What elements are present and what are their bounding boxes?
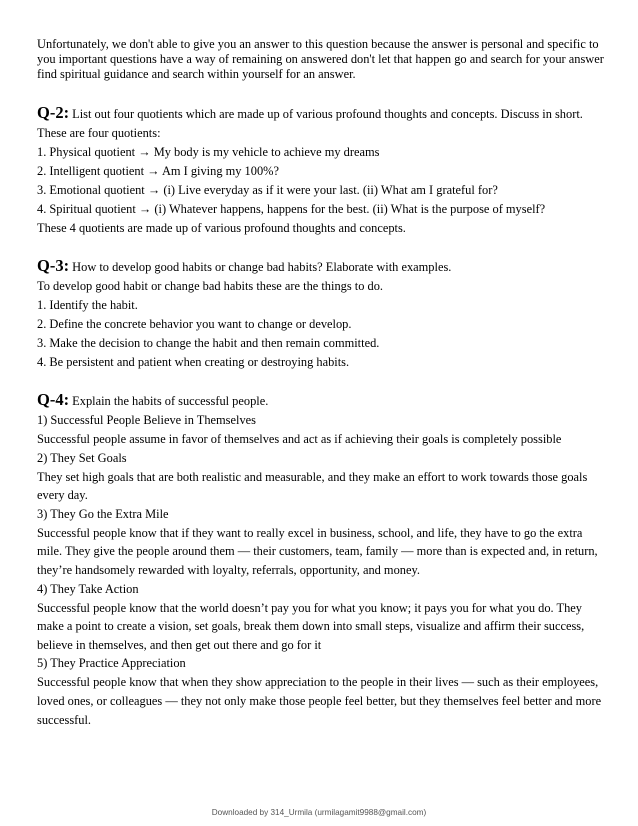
question-4-number: Q-4: bbox=[37, 390, 70, 409]
question-2-closing: These 4 quotients are made up of various profound thoughts and concepts. bbox=[37, 221, 406, 235]
question-2-text: List out four quotients which are made up of various profound thoughts and concepts. Discuss in short. bbox=[69, 107, 583, 121]
question-3-lead: To develop good habit or change bad habits these are the things to do. bbox=[37, 279, 383, 293]
quotient-item: 4. Spiritual quotient → (i) Whatever happens, happens for the best. (ii) What is the purpose of myself? bbox=[37, 202, 546, 216]
arrow-right-icon: → bbox=[147, 183, 161, 197]
question-2-section bbox=[37, 103, 605, 238]
question-2-heading bbox=[37, 103, 605, 124]
habit-step: 4. Be persistent and patient when creating or destroying habits. bbox=[37, 355, 350, 369]
quotient-item: 2. Intelligent quotient → Am I giving my 100%? bbox=[37, 164, 279, 178]
arrow-right-icon: → bbox=[147, 164, 160, 178]
habit-title: 3) They Go the Extra Mile bbox=[37, 506, 169, 521]
question-3-section bbox=[37, 256, 605, 372]
question-2-number: Q-2: bbox=[37, 103, 70, 122]
question-4-text: Explain the habits of successful people. bbox=[69, 394, 269, 408]
habit-description: Successful people know that if they want to really excel in business, school, and life, they have to go the extra mile. They give the people around them — their customers, team, family — more than is expected and, in return, they’re handsomely rewarded with loyalty, referrals, opportunity, and money. bbox=[37, 525, 598, 577]
question-4-section bbox=[37, 390, 605, 729]
quotient-item: 3. Emotional quotient → (i) Live everyday as if it were your last. (ii) What am I grateful for? bbox=[37, 183, 498, 197]
question-3-text: How to develop good habits or change bad habits? Elaborate with examples. bbox=[69, 260, 452, 274]
habit-step: 2. Define the concrete behavior you want to change or develop. bbox=[37, 317, 352, 331]
habit-description: Successful people assume in favor of themselves and act as if achieving their goals is completely possible bbox=[37, 432, 562, 446]
intro-paragraph: Unfortunately, we don't able to give you an answer to this question because the answer is personal and specific to you important questions have a way of remaining on answered don't let that happen go and search for your answer find spiritual guidance and search within yourself for an answer. bbox=[37, 37, 604, 81]
habit-description: Successful people know that when they show appreciation to the people in their lives — such as their employees, loved ones, or colleagues — they not only make those people feel better, but they themselves feel better and more successful. bbox=[37, 675, 602, 727]
document-page bbox=[37, 37, 605, 729]
habit-step: 3. Make the decision to change the habit and then remain committed. bbox=[37, 336, 380, 350]
habit-title: 1) Successful People Believe in Themselves bbox=[37, 413, 256, 427]
question-3-heading bbox=[37, 256, 605, 277]
habit-title: 2) They Set Goals bbox=[37, 450, 127, 465]
question-3-number: Q-3: bbox=[37, 256, 70, 275]
quotient-item: 1. Physical quotient → My body is my vehicle to achieve my dreams bbox=[37, 145, 380, 159]
habit-title: 5) They Practice Appreciation bbox=[37, 656, 186, 671]
habit-description: Successful people know that the world doesn’t pay you for what you know; it pays you for what you do. They make a point to create a vision, set goals, break them down into small steps, visualize and affirm their success, believe in themselves, and then get out there and go for it bbox=[37, 600, 585, 652]
arrow-right-icon: → bbox=[138, 145, 151, 159]
arrow-right-icon: → bbox=[138, 202, 152, 216]
habit-description: They set high goals that are both realistic and measurable, and they make an effort to work towards those goals every day. bbox=[37, 469, 588, 503]
habit-step: 1. Identify the habit. bbox=[37, 298, 138, 312]
question-2-lead: These are four quotients: bbox=[37, 126, 161, 140]
question-4-heading bbox=[37, 390, 605, 411]
habit-title: 4) They Take Action bbox=[37, 581, 139, 596]
download-footer: Downloaded by 314_Urmila (urmilagamit9988@gmail.com) bbox=[211, 808, 427, 817]
